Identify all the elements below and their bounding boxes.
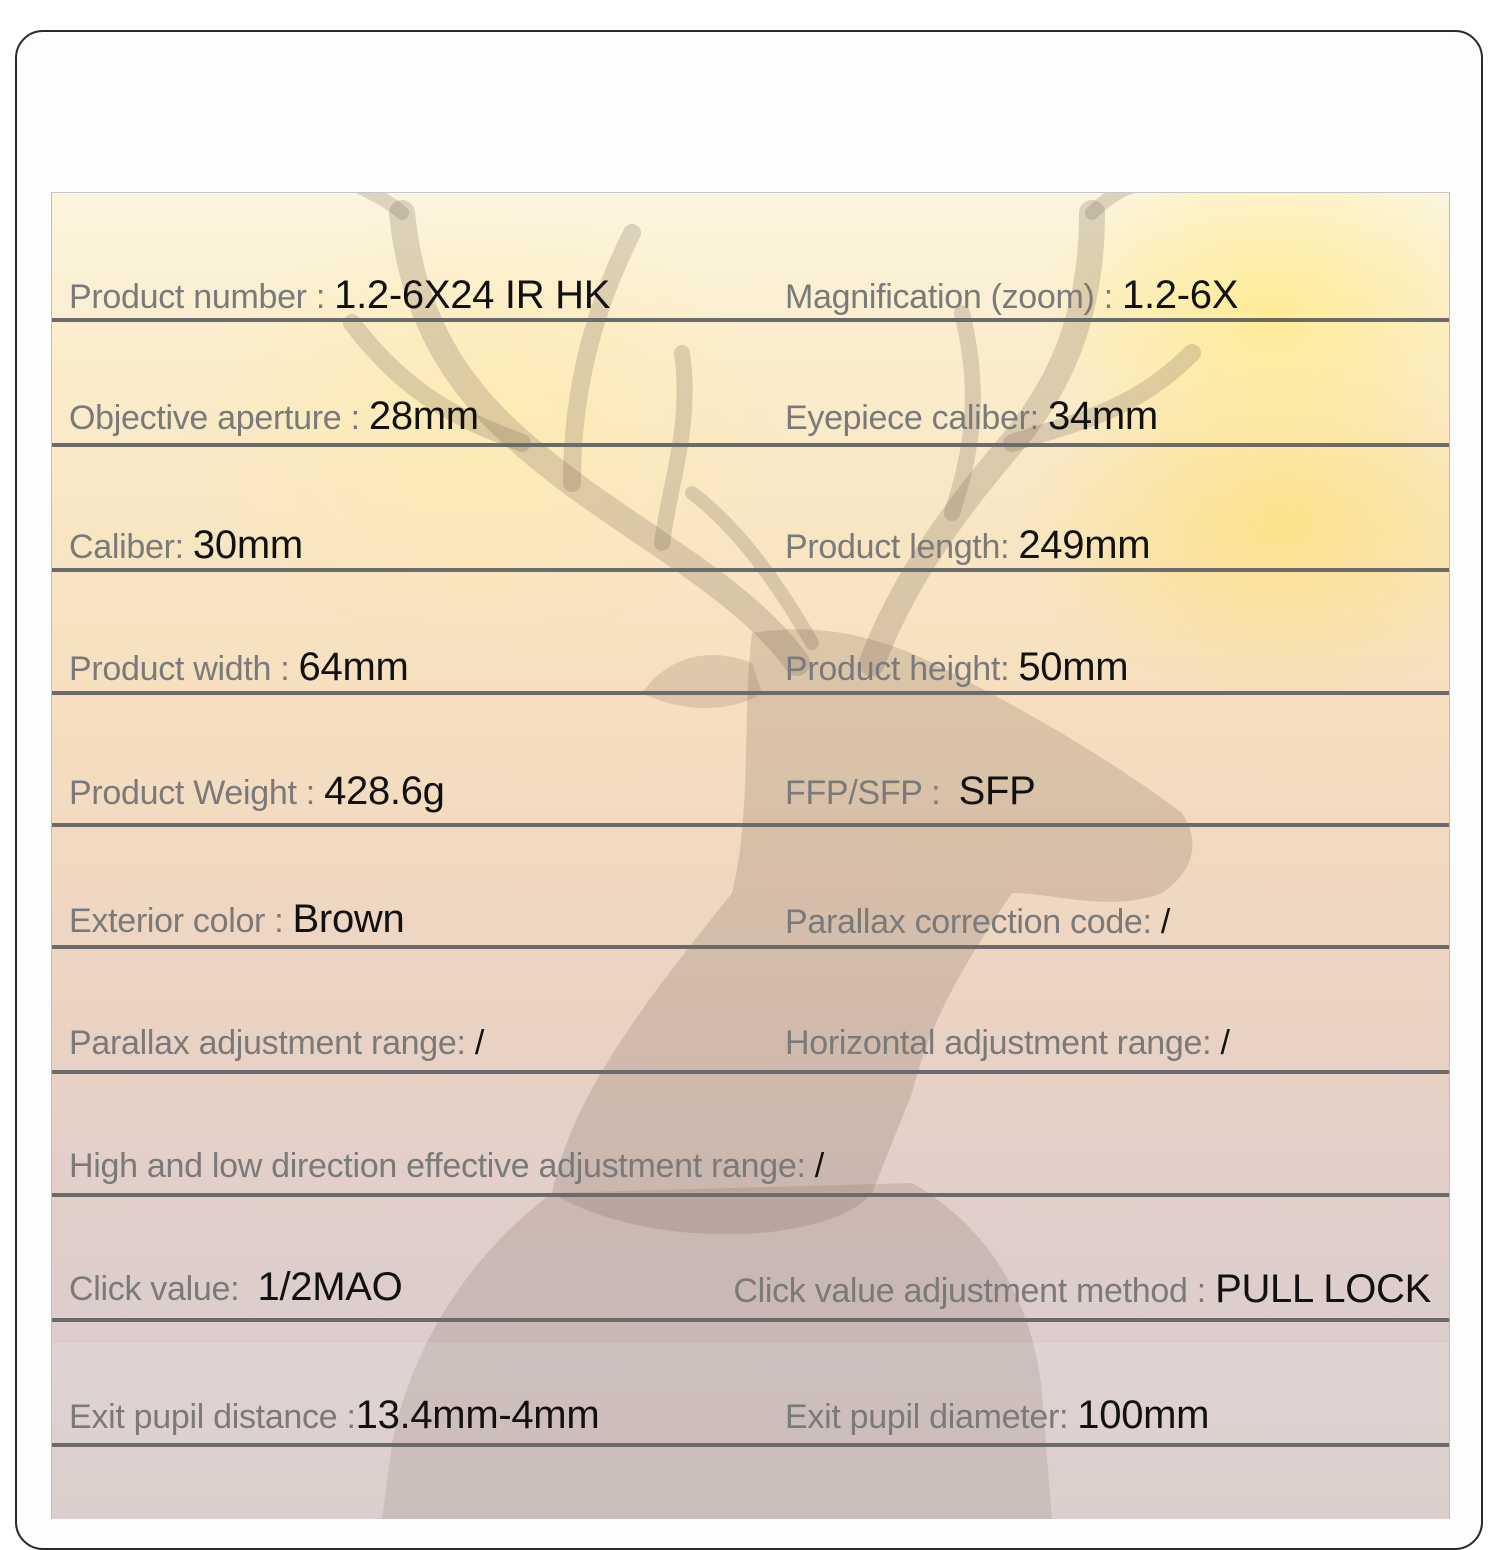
spec-value: Brown — [292, 897, 405, 941]
spec-value: 428.6g — [324, 769, 445, 813]
spec-separator: : — [1059, 1398, 1078, 1436]
spec-separator: : — [271, 650, 299, 688]
spec-value: 28mm — [368, 394, 479, 438]
spec-separator: : — [1029, 399, 1048, 437]
spec-parallax-correction-code — [785, 905, 1170, 939]
spec-exit-pupil-distance — [69, 1395, 599, 1435]
row-divider — [52, 318, 1449, 322]
spec-separator: : — [337, 1398, 356, 1436]
spec-separator: : — [1202, 1024, 1221, 1062]
spec-label: Exterior color — [69, 902, 266, 940]
spec-value: 1.2-6X — [1122, 273, 1239, 317]
spec-label: Horizontal adjustment range — [785, 1024, 1203, 1062]
spec-label: Objective aperture — [69, 399, 342, 437]
spec-label: Click value — [69, 1270, 231, 1308]
spec-separator: : — [1000, 528, 1019, 566]
spec-product-length — [785, 525, 1150, 565]
spec-value: 100mm — [1077, 1393, 1210, 1437]
spec-label: Click value adjustment method — [733, 1272, 1188, 1310]
row-divider — [52, 1193, 1449, 1197]
spec-separator: : — [796, 1147, 815, 1185]
spec-sheet — [51, 192, 1450, 1519]
spec-label: Product height — [785, 650, 1001, 688]
spec-exit-pupil-diameter — [785, 1395, 1209, 1435]
spec-value: SFP — [958, 769, 1036, 813]
spec-label: Magnification (zoom) — [785, 278, 1095, 316]
spec-label: High and low direction effective adjustment range — [69, 1147, 797, 1185]
spec-value: 34mm — [1047, 394, 1158, 438]
spec-separator: : — [922, 774, 959, 812]
spec-parallax-adjustment-range — [69, 1026, 484, 1060]
spec-high-low-adjustment-range — [69, 1149, 824, 1183]
spec-value: 64mm — [298, 645, 409, 689]
spec-separator: : — [456, 1024, 475, 1062]
spec-value: 1.2-6X24 IR HK — [334, 273, 611, 317]
spec-value: / — [1160, 903, 1170, 941]
spec-value: 30mm — [192, 523, 303, 567]
spec-label: Parallax adjustment range — [69, 1024, 457, 1062]
spec-label: Exit pupil distance — [69, 1398, 338, 1436]
spec-click-value-adjustment-method — [733, 1269, 1431, 1309]
spec-separator: : — [1142, 903, 1161, 941]
spec-label: Exit pupil diameter — [785, 1398, 1059, 1436]
row-divider — [52, 691, 1449, 695]
spec-value: / — [474, 1024, 484, 1062]
row-divider — [52, 443, 1449, 447]
spec-label: FFP/SFP — [785, 774, 923, 812]
spec-separator: : — [230, 1270, 258, 1308]
spec-value: 249mm — [1018, 523, 1151, 567]
spec-product-weight — [69, 771, 445, 811]
spec-separator: : — [1000, 650, 1019, 688]
spec-value: 13.4mm-4mm — [355, 1393, 600, 1437]
spec-value: / — [1220, 1024, 1230, 1062]
spec-label: Product width — [69, 650, 272, 688]
spec-value: 50mm — [1018, 645, 1129, 689]
row-divider — [52, 1070, 1449, 1074]
spec-value: 1/2MAO — [257, 1265, 403, 1309]
spec-separator: : — [306, 278, 335, 316]
spec-objective-aperture — [69, 396, 479, 436]
spec-separator: : — [1187, 1272, 1216, 1310]
spec-exterior-color — [69, 899, 404, 939]
spec-separator: : — [1094, 278, 1123, 316]
spec-label: Eyepiece caliber — [785, 399, 1030, 437]
spec-magnification — [785, 275, 1238, 315]
spec-separator: : — [296, 774, 325, 812]
spec-label: Caliber — [69, 528, 175, 566]
spec-product-number — [69, 275, 610, 315]
spec-label: Product length — [785, 528, 1001, 566]
spec-label: Product Weight — [69, 774, 297, 812]
row-divider — [52, 1318, 1449, 1322]
spec-value: / — [814, 1147, 824, 1185]
spec-product-width — [69, 647, 408, 687]
spec-caliber — [69, 525, 303, 565]
spec-value: PULL LOCK — [1215, 1267, 1431, 1311]
spec-product-height — [785, 647, 1128, 687]
spec-label: Parallax correction code — [785, 903, 1143, 941]
row-divider — [52, 823, 1449, 827]
row-divider — [52, 945, 1449, 949]
spec-click-value — [69, 1267, 402, 1307]
row-divider — [52, 568, 1449, 572]
spec-eyepiece-caliber — [785, 396, 1158, 436]
spec-separator: : — [341, 399, 369, 437]
spec-separator: : — [174, 528, 193, 566]
spec-label: Product number — [69, 278, 307, 316]
spec-separator: : — [265, 902, 293, 940]
spec-horizontal-adjustment-range — [785, 1026, 1230, 1060]
row-divider — [52, 1443, 1449, 1447]
spec-ffp-sfp — [785, 771, 1036, 811]
